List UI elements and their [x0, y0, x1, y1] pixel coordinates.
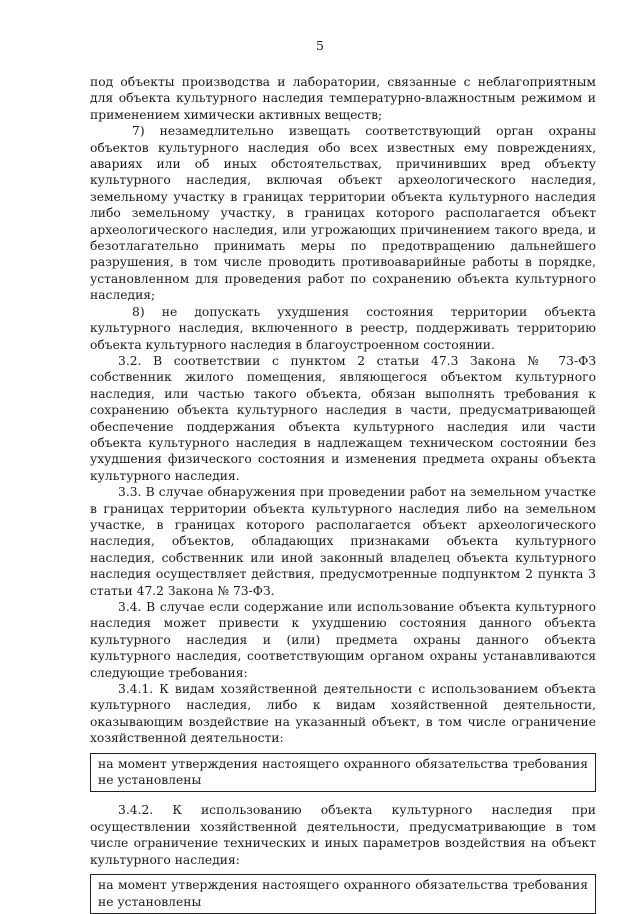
paragraph-item-8: 8) не допускать ухудшения состояния территории объекта культурного наследия, включенного в реестр, поддерживать территорию объекта культурного наследия в благоустроенном состоянии.	[90, 304, 596, 352]
paragraph-3-4-1: 3.4.1. К видам хозяйственной деятельности с использованием объекта культурного наследия, либо к видам хозяйственной деятельности, оказывающим воздействие на указанный объект, в том числе ограничение хозяйственной деятельности:	[90, 682, 596, 746]
document-body	[90, 74, 596, 914]
paragraph-3-2: 3.2. В соответствии с пунктом 2 статьи 47.3 Закона № 73-ФЗ собственник жилого помещения, являющегося объектом культурного наследия, или частью такого объекта, обязан выполнять требования к сохранению объекта культурного наследия в части, предусматривающей обеспечение поддержания объекта культурного наследия или части объекта культурного наследия в надлежащем техническом состоянии без ухудшения физического состояния и изменения предмета охраны объекта культурного наследия.	[90, 353, 596, 483]
paragraph-3-3: 3.3. В случае обнаружения при проведении работ на земельном участке в границах территории объекта культурного наследия либо на земельном участке, в границах которого располагается объект археологического наследия, объектов, обладающих признаками объекта культурного наследия, собственник или иной законный владелец объекта культурного наследия осуществляет действия, предусмотренные подпунктом 2 пункта 3 статьи 47.2 Закона № 73-ФЗ.	[90, 485, 596, 598]
paragraph-item-7: 7) незамедлительно извещать соответствующий орган охраны объектов культурного наследия обо всех известных ему повреждениях, авариях или об иных обстоятельствах, причинивших вред объекту культурного наследия, включая объект археологического наследия, земельному участку в границах территории объекта культурного наследия либо земельному участку, в границах которого располагается объект археологического наследия, или угрожающих причинением такого вреда, и безотлагательно принимать меры по предотвращению дальнейшего разрушения, в том числе проводить противоаварийные работы в порядке, установленном для проведения работ по сохранению объекта культурного наследия;	[90, 124, 596, 303]
page-number: 5	[316, 38, 324, 53]
paragraph-continuation: под объекты производства и лаборатории, связанные с неблагоприятным для объекта культурного наследия температурно-влажностным режимом и применением химически активных веществ;	[90, 75, 596, 122]
paragraph-3-4-2: 3.4.2. К использованию объекта культурного наследия при осуществлении хозяйственной деятельности, предусматривающие в том числе ограничение технических и иных параметров воздействия на объект культурного наследия:	[90, 803, 596, 867]
requirement-box-1: на момент утверждения настоящего охранного обязательства требования не установлены	[90, 753, 596, 793]
paragraph-3-4: 3.4. В случае если содержание или использование объекта культурного наследия может привести к ухудшению состояния данного объекта культурного наследия и (или) предмета охраны данного объекта культурного наследия, соответствующим органом охраны устанавливаются следующие требования:	[90, 600, 596, 680]
requirement-box-2: на момент утверждения настоящего охранного обязательства требования не установлены	[90, 874, 596, 914]
